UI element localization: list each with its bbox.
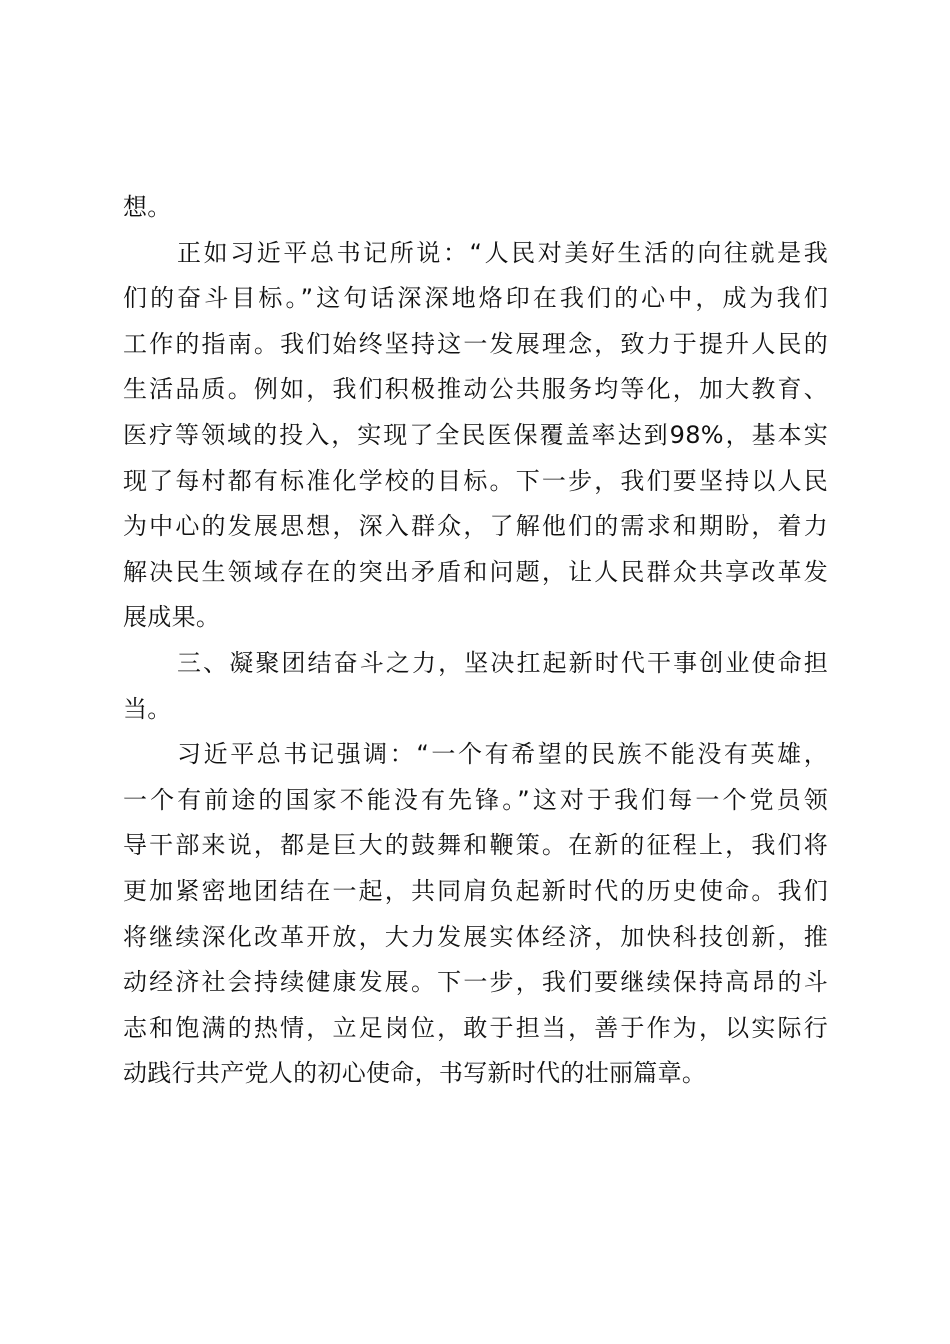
text-line: 动践行共产党人的初心使命，书写新时代的壮丽篇章。 <box>123 1059 707 1088</box>
text-line: 生活品质。例如，我们积极推动公共服务均等化，加大教育、 <box>123 375 828 404</box>
text-line: 医疗等领域的投入，实现了全民医保覆盖率达到98%，基本实 <box>123 420 828 449</box>
text-line: 现了每村都有标准化学校的目标。下一步，我们要坚持以人民 <box>123 466 828 495</box>
text-line: 一个有前途的国家不能没有先锋。”这对于我们每一个党员领 <box>123 785 828 814</box>
paragraph-start-line: 正如习近平总书记所说：“人民对美好生活的向往就是我 <box>177 238 828 267</box>
text-line: 为中心的发展思想，深入群众，了解他们的需求和期盼，着力 <box>123 512 828 541</box>
text-line: 想。 <box>123 193 172 221</box>
text-line: 更加紧密地团结在一起，共同肩负起新时代的历史使命。我们 <box>123 876 828 905</box>
section-heading-line: 三、凝聚团结奋斗之力，坚决扛起新时代干事创业使命担 <box>177 648 828 677</box>
text-line: 展成果。 <box>123 603 221 632</box>
text-line: 志和饱满的热情，立足岗位，敢于担当，善于作为，以实际行 <box>123 1013 828 1042</box>
text-line: 解决民生领域存在的突出矛盾和问题，让人民群众共享改革发 <box>123 557 828 586</box>
section-heading-line: 当。 <box>123 694 172 723</box>
text-line: 动经济社会持续健康发展。下一步，我们要继续保持高昂的斗 <box>123 968 828 997</box>
text-line: 工作的指南。我们始终坚持这一发展理念，致力于提升人民的 <box>123 329 828 358</box>
text-line: 导干部来说，都是巨大的鼓舞和鞭策。在新的征程上，我们将 <box>123 831 828 860</box>
paragraph-start-line: 习近平总书记强调：“一个有希望的民族不能没有英雄， <box>177 740 828 769</box>
body-text <box>123 185 828 1097</box>
text-line: 将继续深化改革开放，大力发展实体经济，加快科技创新，推 <box>123 922 828 951</box>
text-line: 们的奋斗目标。”这句话深深地烙印在我们的心中，成为我们 <box>123 284 829 313</box>
